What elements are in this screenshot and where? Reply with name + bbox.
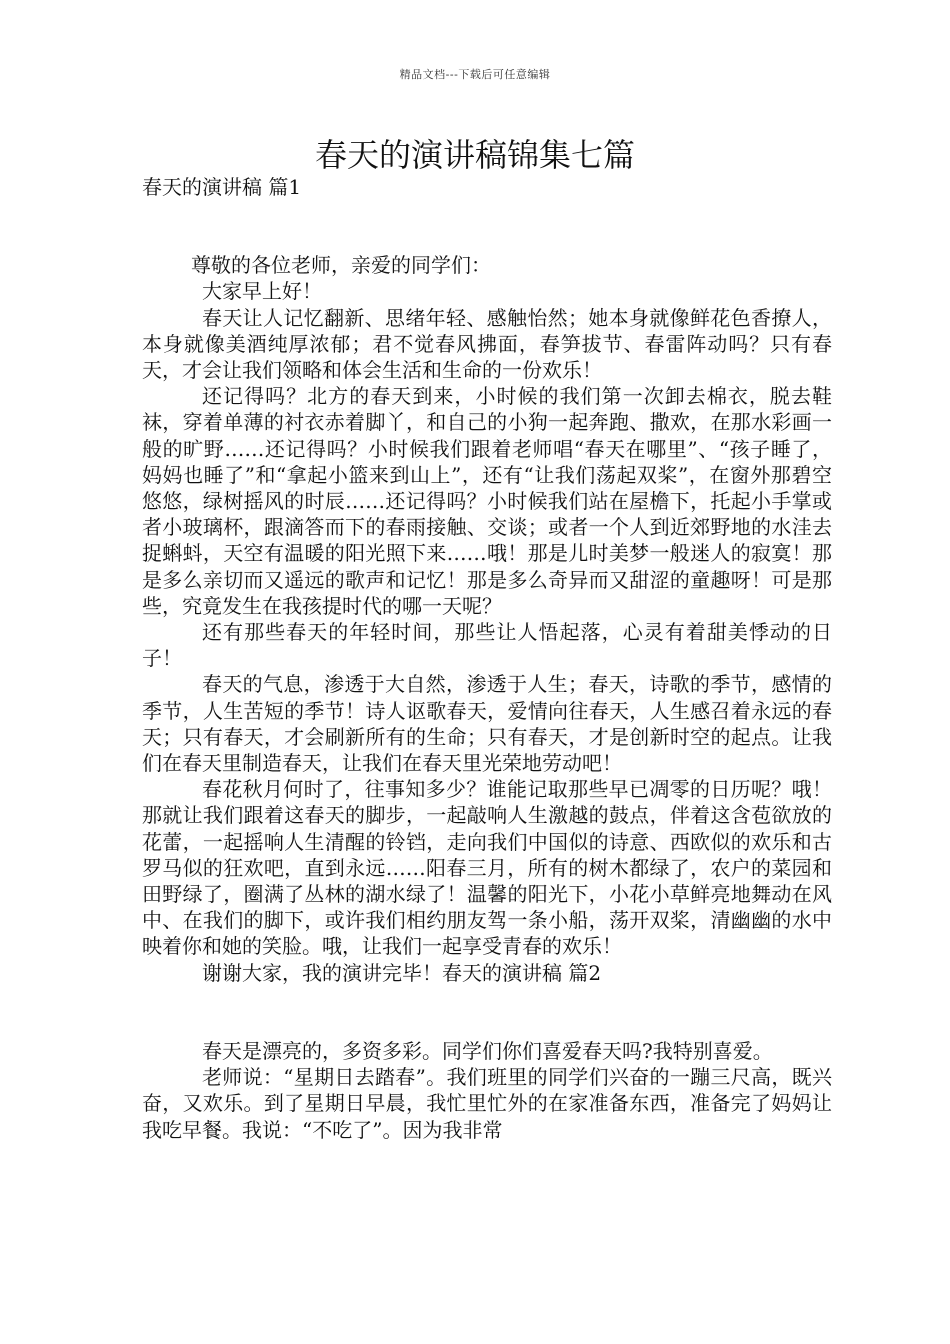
document-title: 春天的演讲稿锦集七篇 — [314, 136, 635, 174]
paragraph: 春天让人记忆翻新、思绪年轻、感触怡然；她本身就像鲜花色香撩人，本身就像美酒纯厚浓郁；君不觉春风拂面，春笋拔节、春雷阵动吗？只有春天，才会让我们领略和体会生活和生命的一份欢乐！ — [142, 305, 832, 383]
paragraph: 还记得吗？北方的春天到来，小时候的我们第一次卸去棉衣，脱去鞋袜，穿着单薄的衬衣赤着脚丫，和自己的小狗一起奔跑、撒欢，在那水彩画一般的旷野……还记得吗？小时候我们跟着老师唱“春天在哪里”、“孩子睡了，妈妈也睡了”和“拿起小篮来到山上”，还有“让我们荡起双桨”，在窗外那碧空悠悠，绿树摇风的时辰……还记得吗？小时候我们站在屋檐下，托起小手掌或者小玻璃杯，跟滴答而下的春雨接触、交谈；或者一个人到近郊野地的水洼去捉蝌蚪，天空有温暖的阳光照下来……哦！那是儿时美梦一般迷人的寂寞！那是多么亲切而又遥远的歌声和记忆！那是多么奇异而又甜涩的童趣呀！可是那些，究竟发生在我孩提时代的哪一天呢？ — [142, 384, 832, 618]
paragraph: 大家早上好！ — [202, 279, 322, 304]
document-body — [142, 174, 832, 1143]
paragraph: 谢谢大家，我的演讲完毕！春天的演讲稿 篇2 — [202, 960, 602, 985]
paragraph: 还有那些春天的年轻时间，那些让人悟起落，心灵有着甜美悸动的日子！ — [142, 620, 832, 671]
paragraph: 春天的气息，渗透于大自然，渗透于人生；春天，诗歌的季节，感情的季节，人生苦短的季节！诗人讴歌春天，爱情向往春天，人生感召着永远的春天；只有春天，才会刷新所有的生命；只有春天，才是创新时空的起点。让我们在春天里制造春天，让我们在春天里光荣地劳动吧！ — [142, 672, 832, 776]
page-header-note: 精品文档---下载后可任意编辑 — [399, 68, 551, 81]
paragraph: 老师说：“星期日去踏春”。我们班里的同学们兴奋的一蹦三尺高，既兴奋，又欢乐。到了星期日早晨，我忙里忙外的在家准备东西，准备完了妈妈让我吃早餐。我说：“不吃了”。因为我非常 — [142, 1065, 832, 1142]
section-heading: 春天的演讲稿 篇1 — [142, 175, 302, 199]
greeting: 尊敬的各位老师，亲爱的同学们： — [191, 253, 491, 278]
paragraph: 春花秋月何时了，往事知多少？谁能记取那些早已凋零的日历呢？哦！那就让我们跟着这春天的脚步，一起敲响人生激越的鼓点，伴着这含苞欲放的花蕾，一起摇响人生清醒的铃铛，走向我们中国似的诗意、西欧似的欢乐和古罗马似的狂欢吧，直到永远……阳春三月，所有的树木都绿了，农户的菜园和田野绿了，圈满了丛林的湖水绿了！温馨的阳光下，小花小草鲜亮地舞动在风中、在我们的脚下，或许我们相约朋友驾一条小船，荡开双桨，清幽幽的水中映着你和她的笑脸。哦，让我们一起享受青春的欢乐！ — [142, 777, 832, 959]
spacer — [142, 200, 832, 252]
paragraph: 春天是漂亮的，多资多彩。同学们你们喜爱春天吗?我特别喜爱。 — [202, 1038, 773, 1063]
spacer — [142, 986, 832, 1038]
